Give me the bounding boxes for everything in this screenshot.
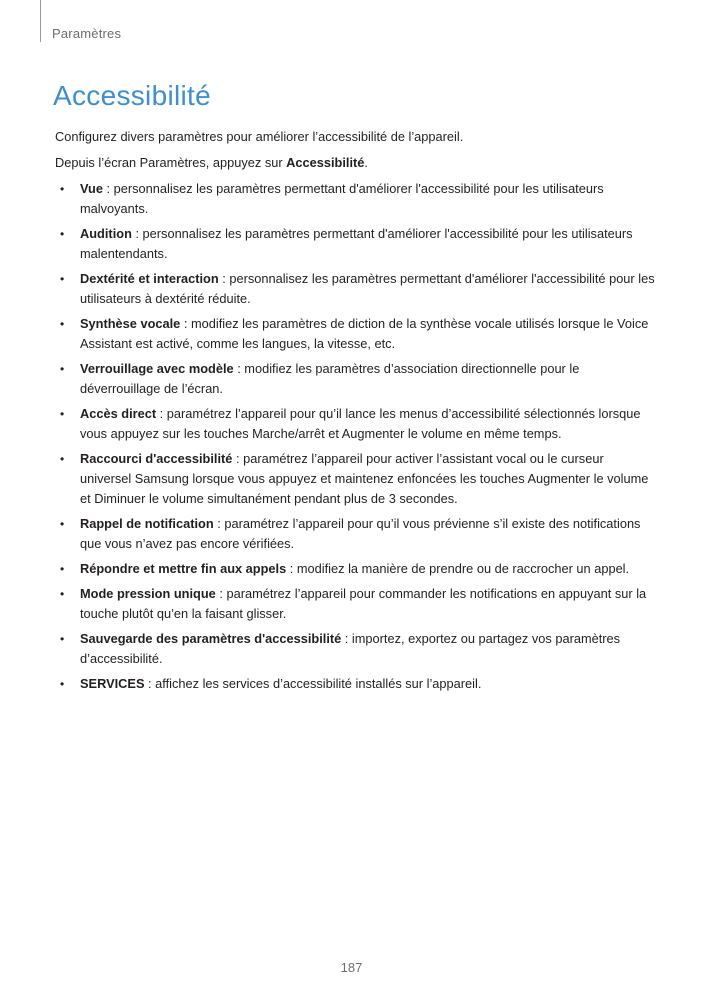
page-title: Accessibilité — [53, 80, 211, 111]
item-term: SERVICES — [80, 676, 145, 691]
list-item-synthese-vocale — [55, 314, 655, 354]
list-item-acces-direct — [55, 404, 655, 444]
page-number: 187 — [340, 960, 363, 975]
instruction-paragraph — [55, 153, 655, 173]
item-description: : paramétrez l’appareil pour activer l’assistant vocal ou le curseur universel Samsung lorsque vous appuyez et maintenez enfoncées les touches Augmenter le volume et Diminuer le volume simultanément pendant plus de 3 secondes. — [80, 451, 649, 506]
item-term: Sauvegarde des paramètres d'accessibilité — [80, 631, 342, 646]
list-item-dexterite — [55, 269, 655, 309]
bullet-icon: • — [60, 272, 65, 286]
list-item-raccourci — [55, 449, 655, 509]
item-description: : modifiez les paramètres d’association directionnelle pour le déverrouillage de l’écran. — [80, 361, 580, 396]
bullet-icon: • — [60, 317, 65, 331]
bullet-icon: • — [60, 517, 65, 531]
item-term: Mode pression unique — [80, 586, 216, 601]
bullet-icon: • — [60, 227, 65, 241]
instruction-end: . — [364, 155, 368, 170]
item-description: : importez, exportez ou partagez vos paramètres d’accessibilité. — [80, 631, 621, 666]
running-head: Paramètres — [52, 26, 122, 41]
item-description: : personnalisez les paramètres permettant d'améliorer l'accessibilité pour les utilisateurs malentendants. — [80, 226, 633, 261]
item-description: : paramétrez l’appareil pour qu’il vous prévienne s’il existe des notifications que vous n’avez pas encore vérifiées. — [80, 516, 641, 551]
list-item-appels — [55, 559, 655, 579]
list-item-pression-unique — [55, 584, 655, 624]
intro-text: Configurez divers paramètres pour améliorer l’accessibilité de l’appareil. — [55, 129, 464, 144]
bullet-icon: • — [60, 452, 65, 466]
bullet-icon: • — [60, 562, 65, 576]
item-term: Verrouillage avec modèle — [80, 361, 234, 376]
list-item-sauvegarde — [55, 629, 655, 669]
item-term: Répondre et mettre fin aux appels — [80, 561, 287, 576]
list-item-audition — [55, 224, 655, 264]
item-description: : modifiez la manière de prendre ou de raccrocher un appel. — [286, 561, 630, 576]
item-description: : paramétrez l’appareil pour qu’il lance les menus d’accessibilité sélectionnés lorsque vous appuyez sur les touches Marche/arrêt et Augmenter le volume en même temps. — [80, 406, 641, 441]
margin-rule — [40, 0, 41, 42]
bullet-icon: • — [60, 407, 65, 421]
item-description: : personnalisez les paramètres permettant d'améliorer l'accessibilité pour les utilisateurs à dextérité réduite. — [80, 271, 655, 306]
list-item-verrouillage — [55, 359, 655, 399]
instruction-bold-term: Accessibilité — [286, 155, 365, 170]
item-term: Raccourci d'accessibilité — [80, 451, 233, 466]
list-item-services — [55, 674, 655, 694]
item-description: : affichez les services d’accessibilité installés sur l’appareil. — [144, 676, 482, 691]
intro-paragraph — [55, 127, 655, 147]
item-description: : paramétrez l’appareil pour commander les notifications en appuyant sur la touche plutôt qu’en la faisant glisser. — [80, 586, 647, 621]
item-term: Dextérité et interaction — [80, 271, 219, 286]
item-description: : modifiez les paramètres de diction de la synthèse vocale utilisés lorsque le Voice Assistant est activé, comme les langues, la vitesse, etc. — [80, 316, 649, 351]
item-term: Audition — [80, 226, 132, 241]
item-description: : personnalisez les paramètres permettant d'améliorer l'accessibilité pour les utilisateurs malvoyants. — [80, 181, 604, 216]
bullet-icon: • — [60, 632, 65, 646]
bullet-icon: • — [60, 182, 65, 196]
page-content — [55, 127, 655, 699]
bullet-icon: • — [60, 677, 65, 691]
instruction-text: Depuis l’écran Paramètres, appuyez sur — [55, 155, 287, 170]
item-term: Vue — [80, 181, 103, 196]
bullet-icon: • — [60, 362, 65, 376]
list-item-rappel-notification — [55, 514, 655, 554]
bullet-icon: • — [60, 587, 65, 601]
item-term: Synthèse vocale — [80, 316, 181, 331]
item-term: Accès direct — [80, 406, 157, 421]
options-list — [55, 179, 655, 694]
item-term: Rappel de notification — [80, 516, 214, 531]
list-item-vue — [55, 179, 655, 219]
